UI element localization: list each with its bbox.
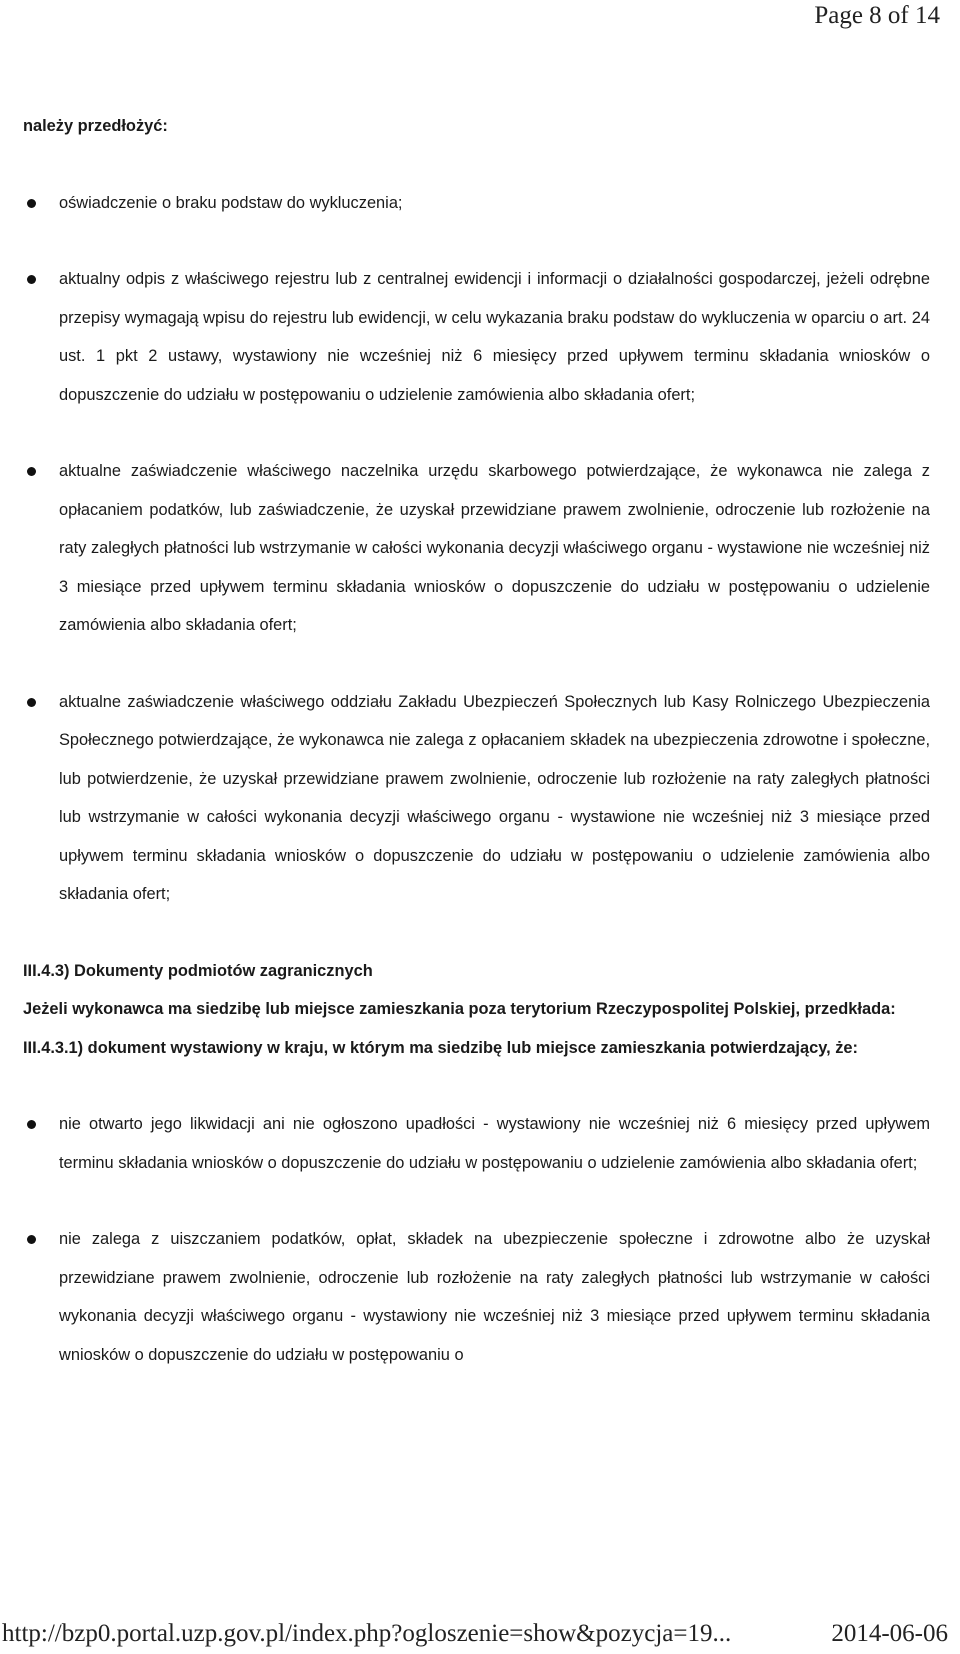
requirements-list bbox=[23, 184, 930, 914]
list-item bbox=[23, 260, 930, 414]
bullet-icon bbox=[27, 1235, 36, 1244]
bullet-icon bbox=[27, 1120, 36, 1129]
list-item-text: aktualny odpis z właściwego rejestru lub z centralnej ewidencji i informacji o działalności gospodarczej, jeżeli odrębne przepisy wymagają wpisu do rejestru lub ewidencji, w celu wykazania braku podstaw do wykluczenia w oparciu o art. 24 ust. 1 pkt 2 ustawy, wystawiony nie wcześniej niż 6 miesięcy przed upływem terminu składania wniosków o dopuszczenie do udziału w postępowaniu o udzielenie zamówienia albo składania ofert; bbox=[59, 270, 930, 404]
bullet-icon bbox=[27, 698, 36, 707]
list-item bbox=[23, 452, 930, 645]
document-body bbox=[23, 107, 930, 1374]
list-item-text: aktualne zaświadczenie właściwego oddziału Zakładu Ubezpieczeń Społecznych lub Kasy Rolniczego Ubezpieczenia Społecznego potwierdzające, że wykonawca nie zalega z opłacaniem składek na ubezpieczenia zdrowotne i społeczne, lub potwierdzenie, że uzyskał przewidziane prawem zwolnienie, odroczenie lub rozłożenie na raty zaległych płatności lub wstrzymanie w całości wykonania decyzji właściwego organu - wystawione nie wcześniej niż 3 miesiące przed upływem terminu składania wniosków o dopuszczenie do udziału w postępowaniu o udzielenie zamówienia albo składania ofert; bbox=[59, 692, 930, 903]
list-item bbox=[23, 1220, 930, 1374]
list-item-text: oświadczenie o braku podstaw do wykluczenia; bbox=[59, 193, 403, 212]
list-item bbox=[23, 683, 930, 914]
foreign-entities-heading: Jeżeli wykonawca ma siedzibę lub miejsce zamieszkania poza terytorium Rzeczypospolitej Polskiej, przedkłada: bbox=[23, 1000, 896, 1018]
list-item bbox=[23, 184, 930, 223]
list-item bbox=[23, 1105, 930, 1182]
page-indicator: Page 8 of 14 bbox=[814, 2, 940, 29]
source-url: http://bzp0.portal.uzp.gov.pl/index.php?ogloszenie=show&pozycja=19... bbox=[2, 1620, 732, 1647]
bullet-icon bbox=[27, 199, 36, 208]
bullet-icon bbox=[27, 467, 36, 476]
list-item-text: nie otwarto jego likwidacji ani nie ogłoszono upadłości - wystawiony nie wcześniej niż 6 miesięcy przed upływem terminu składania wniosków o dopuszczenie do udziału w postępowaniu o udzielenie zamówienia albo składania ofert; bbox=[59, 1115, 930, 1172]
foreign-documents-list bbox=[23, 1105, 930, 1374]
list-item-text: aktualne zaświadczenie właściwego naczelnika urzędu skarbowego potwierdzające, że wykonawca nie zalega z opłacaniem podatków, lub zaświadczenie, że uzyskał przewidziane prawem zwolnienie, odroczenie lub rozłożenie na raty zaległych płatności lub wstrzymanie w całości wykonania decyzji właściwego organu - wystawione nie wcześniej niż 3 miesiące przed upływem terminu składania wniosków o dopuszczenie do udziału w postępowaniu o udzielenie zamówienia albo składania ofert; bbox=[59, 462, 930, 634]
section-heading: III.4.3) Dokumenty podmiotów zagranicznych bbox=[23, 961, 373, 980]
print-date: 2014-06-06 bbox=[831, 1620, 948, 1647]
intro-heading: należy przedłożyć: bbox=[23, 117, 168, 135]
subsection-heading: III.4.3.1) dokument wystawiony w kraju, w którym ma siedzibę lub miejsce zamieszkania potwierdzający, że: bbox=[23, 1038, 858, 1057]
bullet-icon bbox=[27, 275, 36, 284]
list-item-text: nie zalega z uiszczaniem podatków, opłat, składek na ubezpieczenie społeczne i zdrowotne albo że uzyskał przewidziane prawem zwolnienie, odroczenie lub rozłożenie na raty zaległych płatności lub wstrzymanie w całości wykonania decyzji właściwego organu - wystawiony nie wcześniej niż 3 miesiące przed upływem terminu składania wniosków o dopuszczenie do udziału w postępowaniu o bbox=[59, 1230, 930, 1364]
